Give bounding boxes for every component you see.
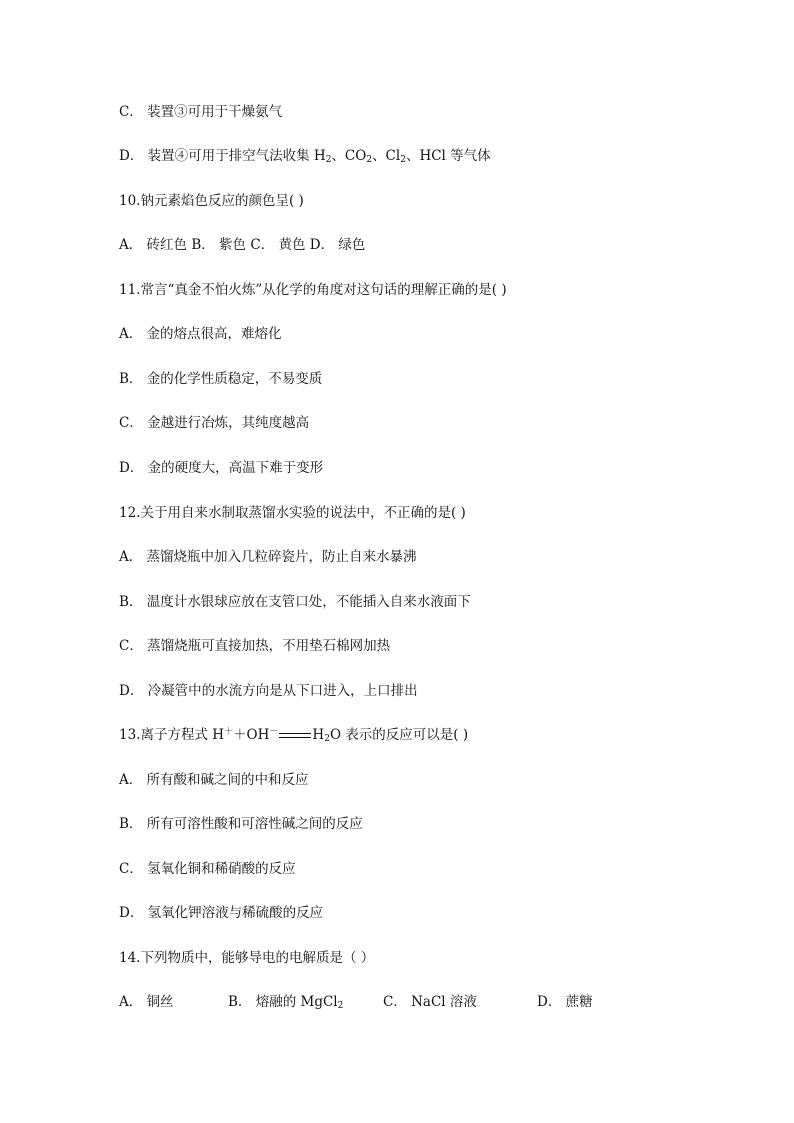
q12-stem: 12.关于用自来水制取蒸馏水实验的说法中，不正确的是( ) — [119, 505, 466, 521]
q14-option-d: D． 蔗糖 — [537, 994, 593, 1010]
double-equals-sign — [279, 731, 311, 741]
q9-option-d: D． 装置④可用于排空气法收集 $H_2$、$CO_2$、$Cl_2$、HCl 等气体 — [119, 148, 491, 165]
q13-stem: 13.离子方程式 H＋＋OH－ $H_2O$ 表示的反应可以是( ) — [119, 727, 469, 744]
q14-option-a: A． 铜丝 — [119, 994, 174, 1010]
q13-option-b: B． 所有可溶性酸和可溶性碱之间的反应 — [119, 816, 363, 832]
q10-stem: 10.钠元素焰色反应的颜色呈( ) — [119, 193, 304, 209]
q11-option-d: D． 金的硬度大，高温下难于变形 — [119, 460, 324, 476]
q13-option-d: D． 氢氧化钾溶液与稀硫酸的反应 — [119, 905, 324, 921]
q11-option-a: A． 金的熔点很高，难熔化 — [119, 326, 282, 342]
q11-stem: 11.常言“真金不怕火炼”从化学的角度对这句话的理解正确的是( ) — [119, 282, 507, 298]
q11-option-b: B． 金的化学性质稳定，不易变质 — [119, 371, 323, 387]
q14-stem: 14.下列物质中，能够导电的电解质是（ ） — [119, 950, 375, 966]
q12-option-d: D． 冷凝管中的水流方向是从下口进入，上口排出 — [119, 683, 418, 699]
q14-option-b: B． 熔融的 MgCl$_2$ — [228, 994, 344, 1011]
q11-option-c: C． 金越进行冶炼，其纯度越高 — [119, 415, 310, 431]
q10-options: A． 砖红色 B． 紫色 C． 黄色 D． 绿色 — [119, 237, 366, 253]
q9-option-c: C． 装置③可用于干燥氨气 — [119, 104, 283, 120]
q13-option-a: A． 所有酸和碱之间的中和反应 — [119, 772, 309, 788]
q14-option-c: C． NaCl 溶液 — [383, 994, 477, 1010]
q12-option-c: C． 蒸馏烧瓶可直接加热，不用垫石棉网加热 — [119, 638, 391, 654]
q12-option-b: B． 温度计水银球应放在支管口处，不能插入自来水液面下 — [119, 594, 471, 610]
q12-option-a: A． 蒸馏烧瓶中加入几粒碎瓷片，防止自来水暴沸 — [119, 549, 417, 565]
q13-option-c: C． 氢氧化铜和稀硝酸的反应 — [119, 861, 296, 877]
